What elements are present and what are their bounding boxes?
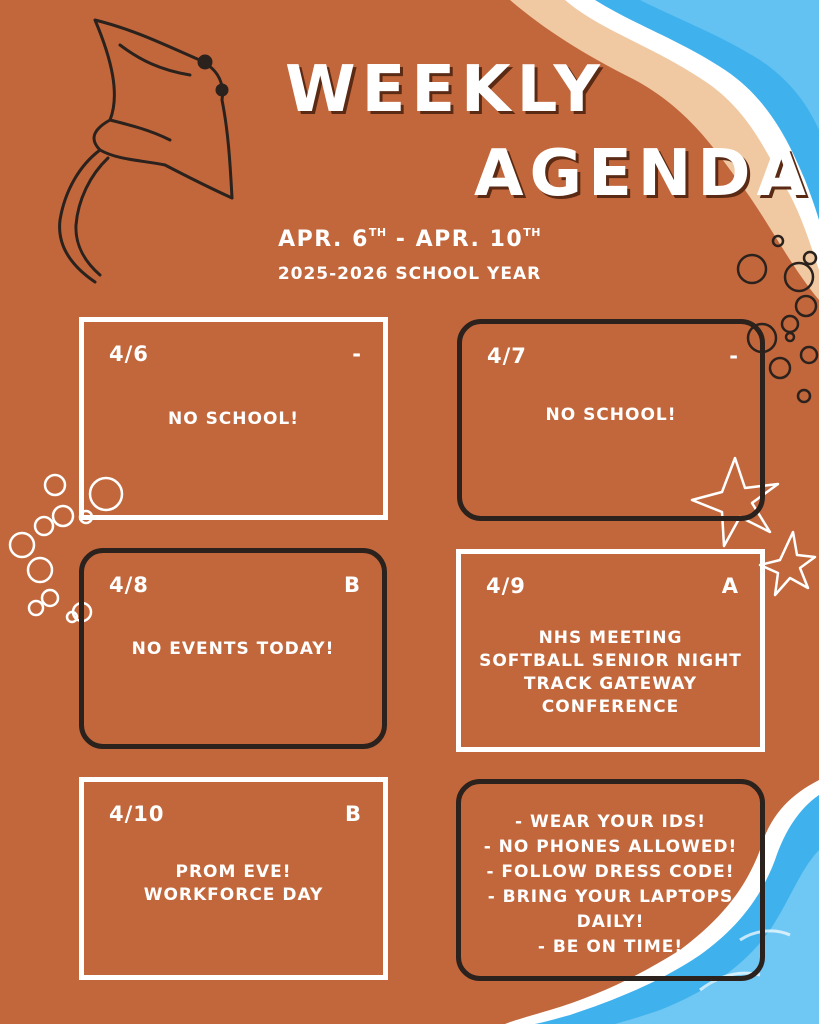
event-item: NO EVENTS TODAY! [131,639,335,659]
day-events [84,408,383,431]
day-date: 4/7 [487,344,527,368]
reminder-item: - BE ON TIME! [537,937,684,957]
day-date: 4/8 [109,573,149,597]
day-type: - [729,344,738,368]
date-start: APR. 6 [278,227,369,252]
day-events [462,404,760,427]
day-date: 4/6 [109,342,149,366]
day-events [84,638,382,661]
event-item: NO SCHOOL! [545,405,677,425]
event-item: CONFERENCE [541,697,680,717]
reminder-item: - WEAR YOUR IDS! [515,812,706,832]
day-type: B [343,573,360,597]
date-separator: - [386,227,416,252]
date-end-suffix: TH [523,226,541,239]
event-item: PROM EVE! [175,862,292,882]
day-date: 4/9 [486,574,526,598]
reminders-card [456,779,765,981]
reminders-list [461,810,760,960]
title-weekly: WEEKLY [285,53,606,127]
day-card [457,319,765,521]
school-year: 2025-2026 SCHOOL YEAR [277,264,542,284]
date-start-suffix: TH [368,226,387,239]
event-item: TRACK GATEWAY [523,674,698,694]
day-card [79,548,387,749]
day-card [79,317,388,520]
event-item: NO SCHOOL! [167,409,300,429]
reminder-item: - FOLLOW DRESS CODE! [486,862,735,882]
day-card [456,549,765,752]
day-date: 4/10 [109,802,165,826]
day-card [79,777,388,980]
day-events [461,627,760,719]
reminder-item: - NO PHONES ALLOWED! [483,837,738,857]
day-type: A [721,574,738,598]
reminder-item: DAILY! [576,912,645,932]
week-date-range [0,226,819,252]
day-type: B [344,802,361,826]
date-end: APR. 10 [415,227,524,252]
reminder-item: - BRING YOUR LAPTOPS [487,887,734,907]
event-item: SOFTBALL SENIOR NIGHT [479,651,742,671]
event-item: NHS MEETING [538,628,683,648]
title-agenda: AGENDA [474,137,812,211]
day-events [84,861,383,907]
event-item: WORKFORCE DAY [143,885,324,905]
day-type: - [352,342,361,366]
